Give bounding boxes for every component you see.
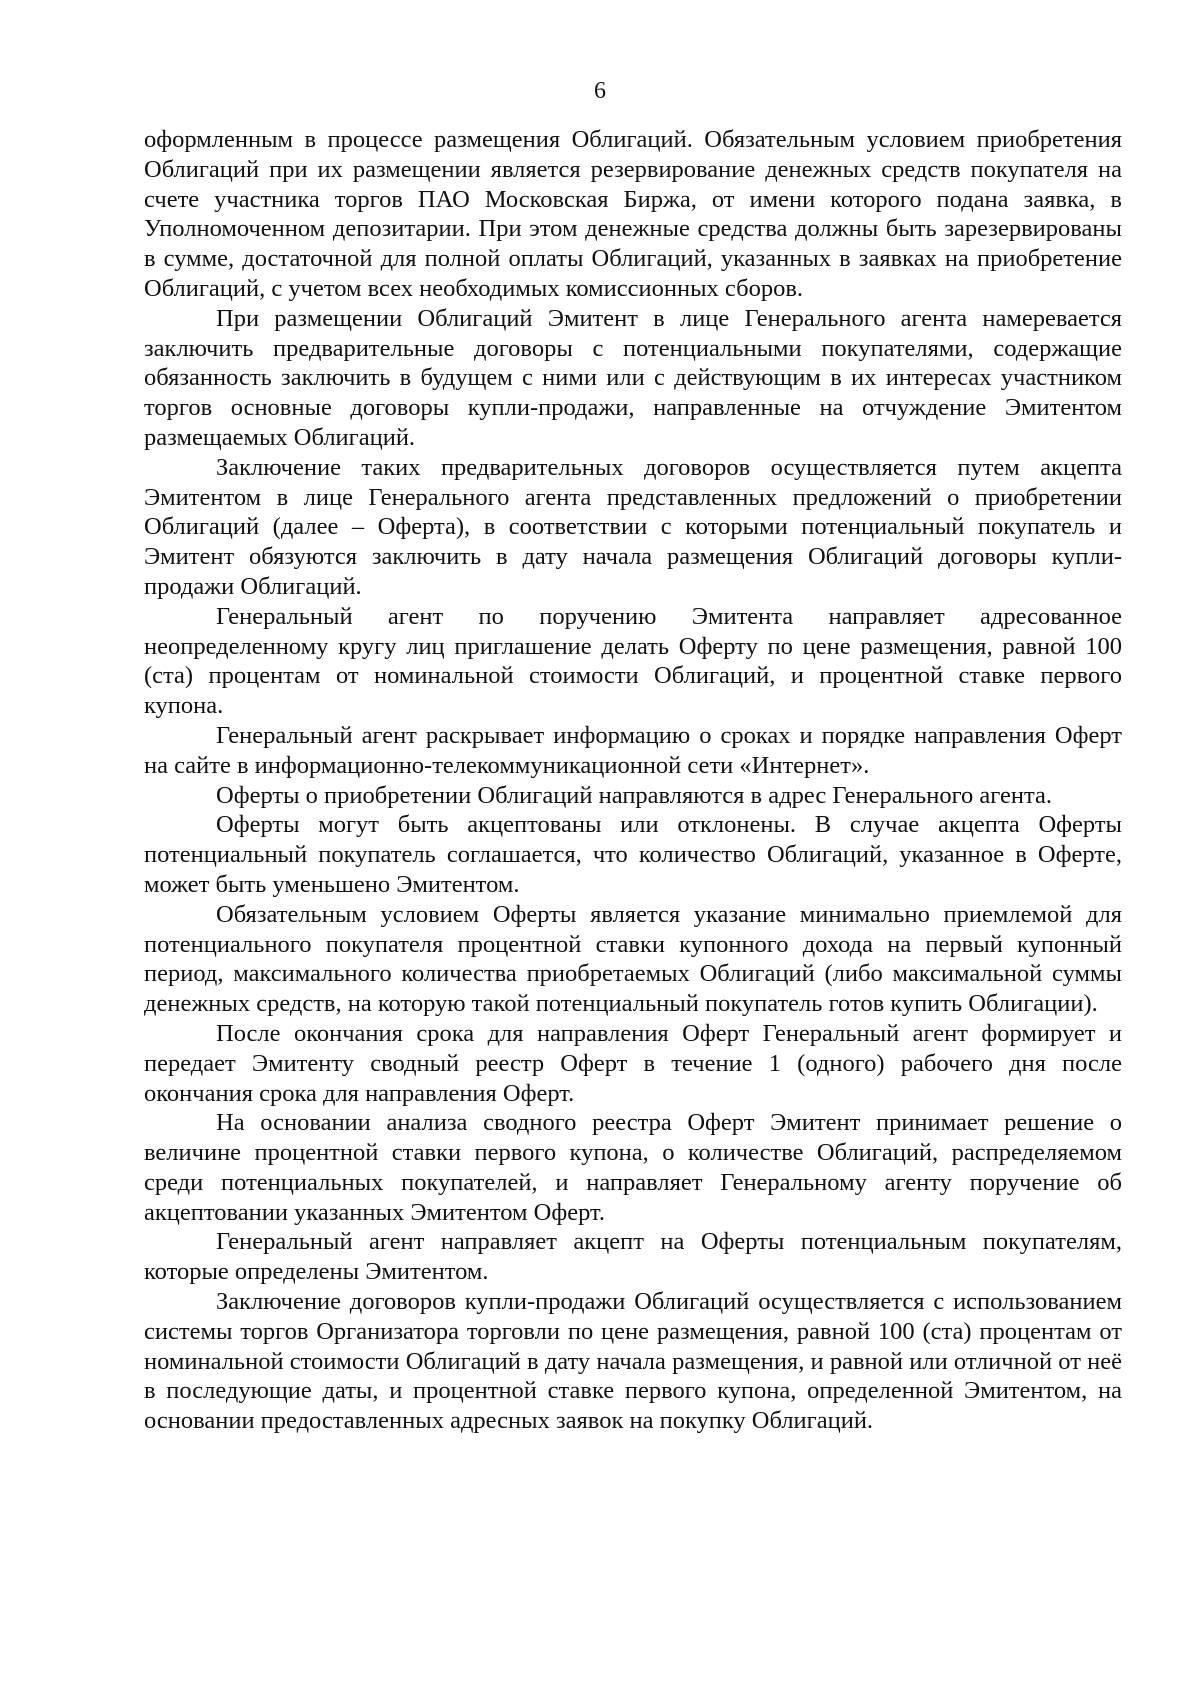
paragraph: Обязательным условием Оферты является указание минимально приемлемой для потенциального покупателя процентной ставки купонного дохода на первый купонный период, максимального количества приобретаемых Облигаций (либо максимальной суммы денежных средств, на которую такой потенциальный покупатель готов купить Облигации). [144,900,1122,1018]
paragraph: Заключение таких предварительных договоров осуществляется путем акцепта Эмитентом в лице Генерального агента представленных предложений о приобретении Облигаций (далее – Оферта), в соответствии с которыми потенциальный покупатель и Эмитент обязуются заключить в дату начала размещения Облигаций договоры купли-продажи Облигаций. [144,453,1122,600]
paragraph: При размещении Облигаций Эмитент в лице Генерального агента намеревается заключить предварительные договоры с потенциальными покупателями, содержащие обязанность заключить в будущем с ними или с действующим в их интересах участником торгов основные договоры купли-продажи, направленные на отчуждение Эмитентом размещаемых Облигаций. [144,304,1122,451]
paragraph: оформленным в процессе размещения Облигаций. Обязательным условием приобретения Облигаций при их размещении является резервирование денежных средств покупателя на счете участника торгов ПАО Московская Биржа, от имени которого подана заявка, в Уполномоченном депозитарии. При этом денежные средства должны быть зарезервированы в сумме, достаточной для полной оплаты Облигаций, указанных в заявках на приобретение Облигаций, с учетом всех необходимых комиссионных сборов. [144,126,1122,302]
paragraph: Оферты могут быть акцептованы или отклонены. В случае акцепта Оферты потенциальный покупатель соглашается, что количество Облигаций, указанное в Оферте, может быть уменьшено Эмитентом. [144,811,1122,898]
paragraph: Генеральный агент раскрывает информацию о сроках и порядке направления Оферт на сайте в информационно-телекоммуникационной сети «Интернет». [144,721,1122,779]
page-number: 6 [594,78,606,104]
paragraph: После окончания срока для направления Оферт Генеральный агент формирует и передает Эмитенту сводный реестр Оферт в течение 1 (одного) рабочего дня после окончания срока для направления Оферт. [144,1019,1122,1107]
paragraph: На основании анализа сводного реестра Оферт Эмитент принимает решение о величине процентной ставки первого купона, о количестве Облигаций, распределяемом среди потенциальных покупателей, и направляет Генеральному агенту поручение об акцептовании указанных Эмитентом Оферт. [144,1109,1122,1226]
paragraph: Заключение договоров купли-продажи Облигаций осуществляется с использованием системы торгов Организатора торговли по цене размещения, равной 100 (ста) процентам от номинальной стоимости Облигаций в дату начала размещения, и равной или отличной от неё в последующие даты, и процентной ставке первого купона, определенной Эмитентом, на основании предоставленных адресных заявок на покупку Облигаций. [144,1288,1122,1435]
paragraph: Генеральный агент направляет акцепт на Оферты потенциальным покупателям, которые определены Эмитентом. [144,1228,1122,1286]
document-body [144,125,1122,1436]
paragraph: Оферты о приобретении Облигаций направляются в адрес Генерального агента. [216,781,1052,809]
paragraph: Генеральный агент по поручению Эмитента направляет адресованное неопределенному кругу лиц приглашение делать Оферту по цене размещения, равной 100 (ста) процентам от номинальной стоимости Облигаций, и процентной ставке первого купона. [144,602,1122,720]
